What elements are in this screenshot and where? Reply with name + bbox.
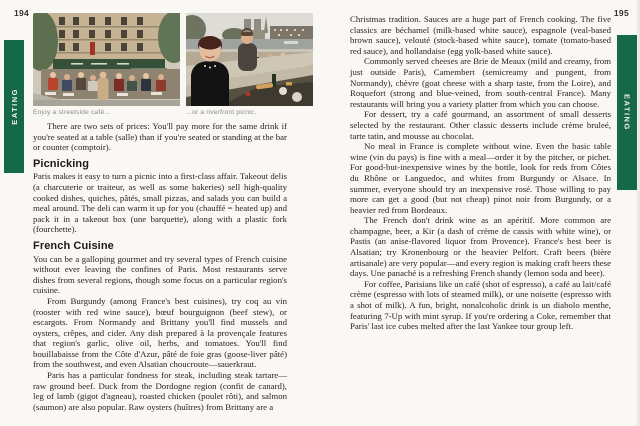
left-page-text-column — [33, 121, 287, 412]
paragraph-cuisine-intro: You can be a galloping gourmet and try several types of French cuisine without ever leaving the confines of Paris. Most restaurants serve dishes from several regions, though some focus on a particular region's cuisine. — [33, 253, 287, 296]
page-number-left: 194 — [14, 8, 30, 18]
paragraph-aperitif-beer: The French don't drink wine as an apéritif. More common are champagne, beer, a Kir (a dash of crème de cassis with white wine), or Pastis (an anise-flavored liquor from Provence). France's best beer is Alsatian; try Kronenbourg or the heavier Pelfort. Craft beers (bière artisanale) are very popular—and every region is making craft beers these days. Une panaché is a refreshing French shandy (lemon soda and beer). — [350, 215, 611, 279]
paragraph-wine: No meal in France is complete without wine. Even the basic table wine (vin du pays) is fine with a meal—order it by the pitcher, or pichet. For good-but-inexpensive wines by the bottle, look for reds from Côtes du Rhône or Languedoc, and whites from Burgundy or Alsace. In summer, everyone should try an inexpensive rosé. Those willing to pay more can get a good (but not cheap) pinot noir from Burgundy, or a heavier red from Bordeaux. — [350, 141, 611, 215]
heading-picnicking: Picnicking — [33, 157, 90, 170]
paragraph-coffee: For coffee, Parisians like un café (shot of espresso), a café au lait/café crème (espresso with lots of steamed milk), or une noisette (espresso with a shot of milk). A fun, bright, nonalcoholic drink is un diabolo menthe, featuring 7-Up with mint syrup. If you're ordering a Coke, remember that Paris' last ice cubes melted after the last Yankee tour group left. — [350, 278, 611, 332]
streetside-cafe-photo — [33, 13, 180, 106]
page-edge-shadow — [635, 0, 640, 426]
paragraph-prices: There are two sets of prices: You'll pay more for the same drink if you're seated at a table (salle) than if you're seated or standing at the bar or counter (comptoir). — [33, 121, 287, 153]
riverfront-picnic-photo — [186, 13, 313, 106]
section-tab-eating-right — [617, 35, 637, 190]
heading-french-cuisine: French Cuisine — [33, 239, 114, 252]
paragraph-picnicking: Paris makes it easy to turn a picnic into a first-class affair. Takeout delis (a charcuterie or traiteur, as well as some bakeries) sell high-quality cooked dishes, quiches, pâtés, small pizzas, and salads you can build a meal around. The deli can warm it up for you (chauffé = heated up) and pack it in a takeout box (une barquette), along with a plastic fork (fourchette). — [33, 171, 287, 235]
photo-caption-picnic: ...or a riverfront picnic. — [186, 109, 257, 116]
section-tab-label: EATING — [9, 88, 19, 125]
right-page-text-column — [350, 14, 611, 332]
page-number-right: 195 — [613, 8, 629, 18]
photo-caption-cafe: Enjoy a streetside café... — [33, 109, 111, 116]
paragraph-steak: Paris has a particular fondness for steak, including steak tartare—raw ground beef. Duck from the Dordogne region (confit de canard), leg of lamb (gigot d'agneau), roasted chicken (poulet rôti), and salmon (saumon) are also popular. Raw oysters (huîtres) from Brittany are a — [33, 370, 287, 412]
paragraph-cheeses: Commonly served cheeses are Brie de Meaux (mild and creamy, from just outside Paris), Camembert (semicreamy and pungent, from Normandy), chèvre (goat cheese with a sharp taste, from the Loire), and Roquefort (strong and blue-veined, from south-central France). Many restaurants will bring you a variety platter from which you can choose. — [350, 56, 611, 109]
paragraph-dessert: For dessert, try a café gourmand, an assortment of small desserts selected by the restaurant. Other classic desserts include crème bruleé, tarte tatin, and mousse au chocolat. — [350, 109, 611, 141]
section-tab-eating-left — [4, 40, 24, 173]
paragraph-sauces: Christmas tradition. Sauces are a huge part of French cooking. The five classics are béchamel (milk-based white sauce), espagnole (veal-based brown sauce), velouté (stock-based white sauce), tomate (tomato-based red sauce), and hollandaise (egg yolk-based white sauce). — [350, 14, 611, 56]
section-tab-label: EATING — [622, 94, 632, 131]
paragraph-regions: From Burgundy (among France's best cuisines), try coq au vin (rooster with red wine sauce), bœuf bourguignon (beef stew), or escargots. From Normandy and Brittany you'll find mussels and oysters, crêpes, and cider. Any dish prepared à la provençale features that region's garlic, olive oil, herbs, and tomatoes. You'll find bouillabaisse from the Côte d'Azur, pâté de foie gras (goose-liver pâté) from the southwest, and even Alsatian choucroute—sauerkraut. — [33, 295, 287, 370]
